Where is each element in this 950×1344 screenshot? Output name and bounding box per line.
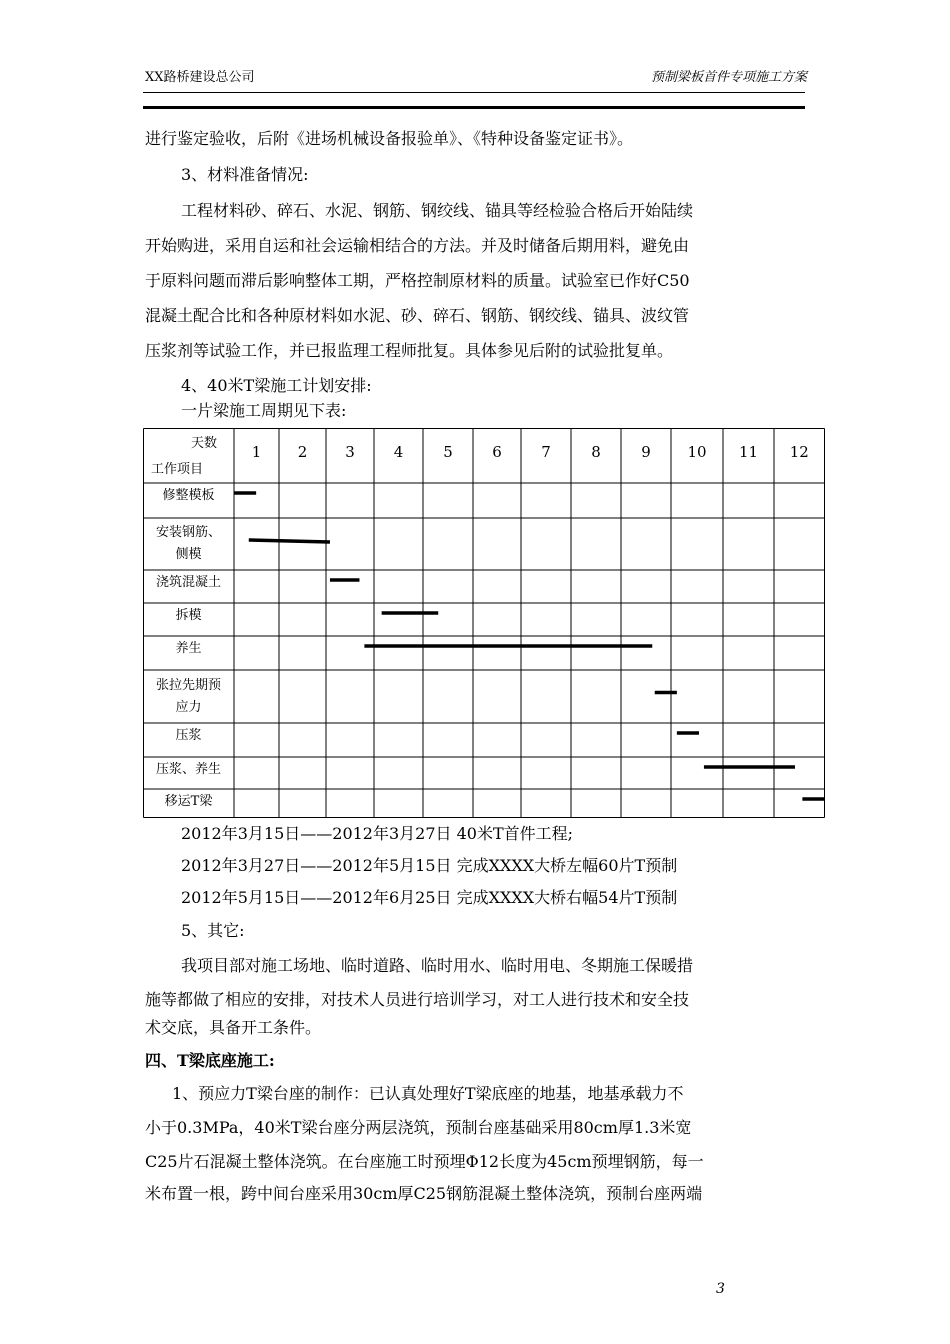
table-row-label: 压浆: [175, 728, 202, 743]
gantt-grid: [143, 428, 825, 818]
gantt-bar: [249, 540, 330, 542]
table-day-header: 1: [251, 443, 262, 461]
paragraph-line: 混凝土配合比和各种原材料如水泥、砂、碎石、钢筋、钢绞线、锚具、波纹管: [145, 306, 690, 325]
paragraph-line: 我项目部对施工场地、临时道路、临时用水、临时用电、冬期施工保暖措: [181, 956, 694, 975]
table-row-label-line: 应力: [175, 699, 202, 715]
paragraph-line: 开始购进，采用自运和社会运输相结合的方法。并及时储备后期用料，避免由: [145, 236, 690, 255]
paragraph-line: 压浆剂等试验工作，并已报监理工程师批复。具体参见后附的试验批复单。: [145, 341, 674, 360]
table-corner-bottom: 工作项目: [151, 462, 204, 477]
table-day-header: 5: [443, 443, 453, 461]
table-day-header: 8: [591, 443, 601, 461]
header-rule-thin: [143, 92, 805, 93]
paragraph-line: 米布置一根，跨中间台座采用30cm厚C25钢筋混凝土整体浇筑，预制台座两端: [145, 1184, 703, 1203]
table-day-header: 11: [738, 443, 759, 461]
table-day-header: 6: [492, 443, 502, 461]
table-row-label: 拆模: [175, 608, 202, 623]
table-row-label: 压浆、养生: [155, 762, 221, 777]
table-row-label-line: 张拉先期预: [155, 677, 221, 693]
gantt-table: [143, 428, 825, 818]
table-row-label: [143, 675, 234, 719]
paragraph-line: 小于0.3MPa，40米T梁台座分两层浇筑，预制台座基础采用80cm厚1.3米宽: [145, 1118, 692, 1137]
table-row-label: 养生: [175, 641, 202, 656]
table-row-label: [143, 522, 234, 566]
table-day-header: 4: [393, 443, 404, 461]
section-heading: 3、材料准备情况:: [181, 165, 309, 184]
paragraph-line: 术交底，具备开工条件。: [145, 1018, 322, 1037]
paragraph-line: 工程材料砂、碎石、水泥、钢筋、钢绞线、锚具等经检验合格后开始陆续: [181, 201, 694, 220]
table-row-label-line: 安装钢筋、: [155, 525, 221, 540]
page-number: 3: [716, 1281, 725, 1297]
table-row-label-line: 侧模: [175, 547, 202, 562]
paragraph-line: 1、预应力T梁台座的制作：已认真处理好T梁底座的地基，地基承载力不: [172, 1084, 684, 1103]
schedule-line: 2012年5月15日——2012年6月25日 完成XXXX大桥右幅54片T预制: [181, 888, 678, 907]
table-day-header: 7: [541, 443, 551, 461]
table-day-header: 3: [345, 443, 355, 461]
paragraph-line: 进行鉴定验收，后附《进场机械设备报验单》、《特种设备鉴定证书》。: [145, 129, 634, 148]
section-heading: 5、其它:: [181, 921, 245, 940]
table-row-label: 移运T梁: [164, 794, 213, 809]
paragraph-line: 于原料问题而滞后影响整体工期，严格控制原材料的质量。试验室已作好C50: [145, 271, 690, 290]
table-row-label: 修整模板: [162, 488, 215, 503]
header-doc-title: 预制梁板首件专项施工方案: [650, 70, 807, 85]
schedule-line: 2012年3月15日——2012年3月27日 40米T首件工程;: [181, 824, 574, 843]
table-day-header: 9: [641, 443, 651, 461]
paragraph-line: C25片石混凝土整体浇筑。在台座施工时预埋Φ12长度为45cm预埋钢筋，每一: [145, 1152, 704, 1171]
table-day-header: 12: [789, 443, 809, 461]
paragraph-line: 施等都做了相应的安排，对技术人员进行培训学习，对工人进行技术和安全技: [145, 990, 690, 1009]
table-day-header: 10: [687, 443, 707, 461]
schedule-line: 2012年3月27日——2012年5月15日 完成XXXX大桥左幅60片T预制: [181, 856, 678, 875]
chapter-heading: 四、T梁底座施工:: [145, 1051, 275, 1070]
header-rule: [143, 106, 805, 109]
header-company: XX路桥建设总公司: [145, 70, 255, 85]
paragraph-line: 一片梁施工周期见下表:: [181, 401, 347, 420]
section-heading: 4、40米T梁施工计划安排:: [181, 376, 372, 395]
table-row-label: 浇筑混凝土: [155, 575, 221, 590]
table-day-header: 2: [297, 443, 308, 461]
table-corner-top: 天数: [191, 436, 218, 451]
